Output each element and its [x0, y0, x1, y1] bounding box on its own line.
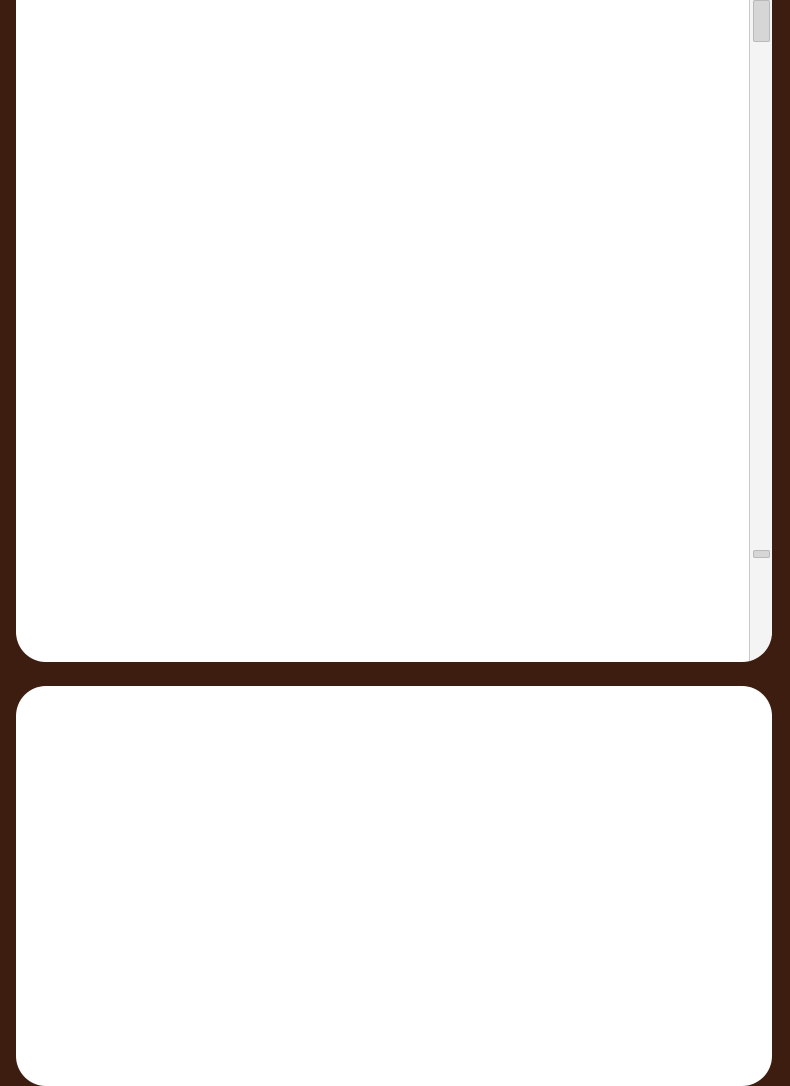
scrollbar[interactable] [749, 0, 772, 662]
scrollbar-thumb[interactable] [753, 0, 770, 42]
toc-page-top [16, 0, 772, 662]
scrollbar-marker [753, 550, 770, 558]
toc-page-bottom [16, 686, 772, 1086]
